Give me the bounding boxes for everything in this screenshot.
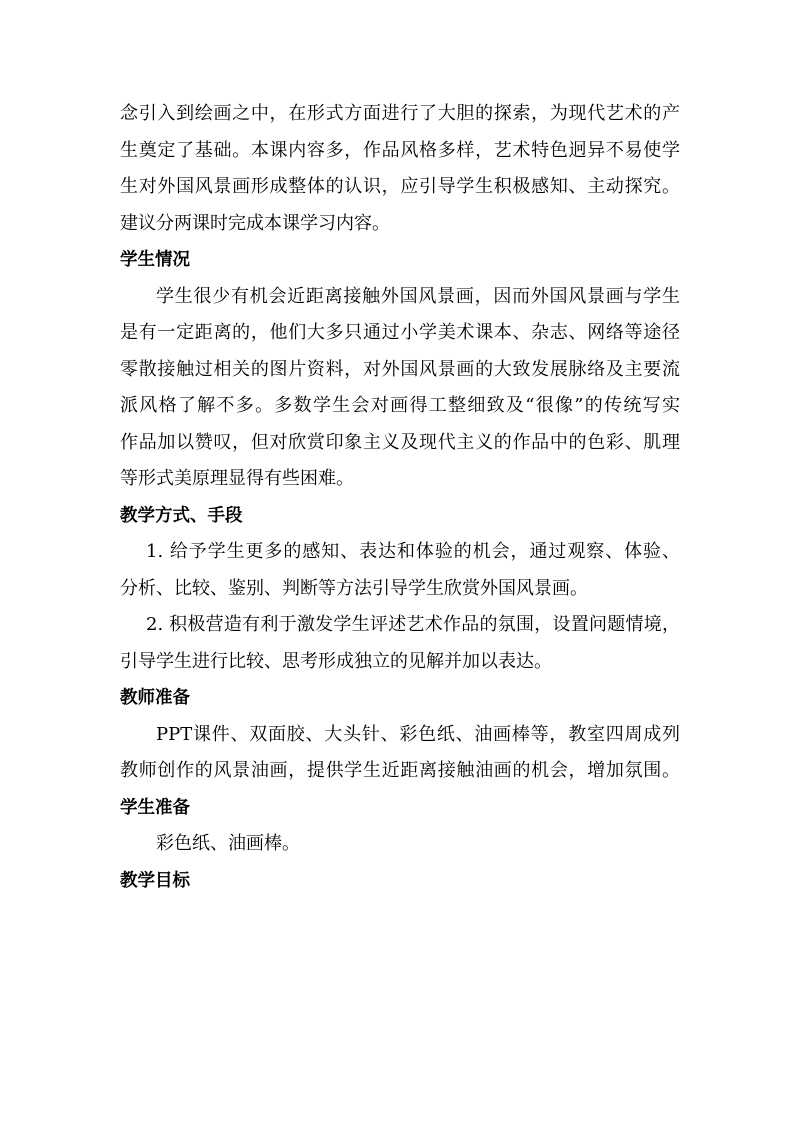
text-line: 1. 给予学生更多的感知、表达和体验的机会，通过观察、体验、 [146, 541, 680, 562]
text-line: 2. 积极营造有利于激发学生评述艺术作品的氛围，设置问题情境， [146, 614, 680, 635]
heading-student-preparation: 学生准备 [120, 797, 190, 818]
text-line: 作品加以赞叹，但对欣赏印象主义及现代主义的作品中的色彩、肌理 [120, 431, 680, 453]
text-line: 念引入到绘画之中，在形式方面进行了大胆的探索，为现代艺术的产 [120, 103, 680, 124]
paragraph-teacher-preparation [120, 717, 680, 790]
text-line: 建议分两课时完成本课学习内容。 [120, 212, 390, 234]
text-line: 零散接触过相关的图片资料，对外国风景画的大致发展脉络及主要流 [120, 358, 680, 380]
heading-teaching-methods: 教学方式、手段 [120, 505, 243, 526]
text-line: 教师创作的风景油画，提供学生近距离接触油画的机会，增加氛围。 [120, 760, 680, 781]
text-line: 分析、比较、鉴别、判断等方法引导学生欣赏外国风景画。 [120, 577, 588, 599]
text-line: 生奠定了基础。本课内容多，作品风格多样，艺术特色迥异不易使学 [120, 139, 680, 161]
text-line: PPT课件、双面胶、大头针、彩色纸、油画棒等，教室四周成列 [156, 723, 680, 745]
text-line: 学生很少有机会近距离接触外国风景画，因而外国风景画与学生 [156, 285, 680, 307]
text-line: 等形式美原理显得有些困难。 [120, 468, 354, 489]
text-line: 派风格了解不多。多数学生会对画得工整细致及“很像”的传统写实 [120, 395, 680, 416]
paragraph-student-situation [120, 279, 680, 498]
text-line: 引导学生进行比较、思考形成独立的见解并加以表达。 [120, 650, 552, 672]
document-page [120, 96, 680, 899]
list-item-method-2 [120, 607, 680, 680]
paragraph-student-preparation [120, 826, 680, 863]
text-line: 是有一定距离的，他们大多只通过小学美术课本、杂志、网络等途径 [120, 322, 680, 343]
text-line: 彩色纸、油画棒。 [156, 833, 300, 854]
heading-student-situation: 学生情况 [120, 250, 190, 270]
paragraph-course-overview [120, 96, 680, 242]
list-item-method-1 [120, 534, 680, 607]
heading-teacher-preparation: 教师准备 [120, 688, 190, 708]
heading-teaching-objectives: 教学目标 [120, 870, 190, 891]
text-line: 生对外国风景画形成整体的认识，应引导学生积极感知、主动探究。 [120, 176, 680, 197]
